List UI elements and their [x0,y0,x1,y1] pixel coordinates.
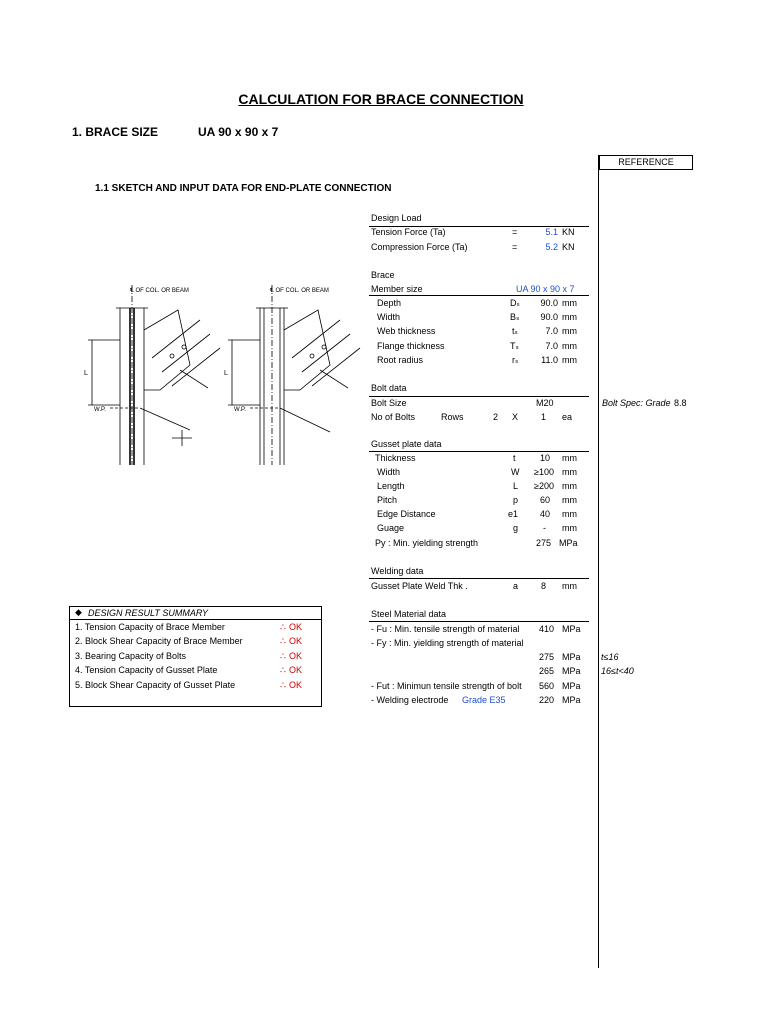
tension-force-label: Tension Force (Ta) [371,227,446,237]
gusset-row-unit: mm [562,453,577,463]
gusset-row-unit: mm [562,481,577,491]
bolt-spec-label: Bolt Spec: Grade [602,398,671,408]
gusset-row-unit: mm [562,467,577,477]
no-of-bolts-label: No of Bolts [371,412,416,422]
brace-size-label: 1. BRACE SIZE [72,125,159,139]
summary-heading: DESIGN RESULT SUMMARY [88,608,209,618]
summary-item-label: 2. Block Shear Capacity of Brace Member [75,636,243,646]
gusset-row-value: - [543,523,546,533]
gusset-row-value: ≥100 [534,467,554,477]
fy1-unit: MPa [562,652,581,662]
member-size-label: Member size [371,284,423,294]
compression-force-value: 5.2 [545,242,558,252]
compression-force-unit: KN [562,242,575,252]
divider [369,451,589,452]
summary-item-label: 4. Tension Capacity of Gusset Plate [75,665,218,675]
bolt-count-unit: ea [562,412,573,422]
therefore-icon: ∴ [280,651,286,661]
brace-row-label: Flange thickness [377,341,445,351]
brace-row-symbol: Tₛ [510,341,519,351]
summary-item-result: OK [289,665,303,675]
bolt-data-heading: Bolt data [371,383,407,393]
welding-heading: Welding data [371,566,424,576]
sketch-col-label-1: ℄ OF COL. OR BEAM [130,288,189,294]
gusset-row-unit: mm [562,509,577,519]
brace-row-unit: mm [562,355,577,365]
gusset-row-value: 40 [539,509,550,519]
bolt-spec-value: 8.8 [674,398,687,408]
therefore-icon: ∴ [280,680,286,690]
diamond-icon: ◆ [75,607,82,617]
rows-value: 2 [493,412,499,422]
gusset-row-label: Guage [377,523,405,533]
brace-row-symbol: tₛ [512,326,518,336]
page-title: CALCULATION FOR BRACE CONNECTION [238,91,524,107]
fy2-reference: 16≤t<40 [601,666,634,676]
fy2-unit: MPa [562,666,581,676]
brace-row-unit: mm [562,298,577,308]
fu-label: - Fu : Min. tensile strength of material [371,624,520,634]
bolt-size-value: M20 [536,398,554,408]
compression-force-label: Compression Force (Ta) [371,242,468,252]
equals: = [512,242,518,252]
summary-item-label: 5. Block Shear Capacity of Gusset Plate [75,680,236,690]
bolt-count: 1 [541,412,547,422]
gusset-row-symbol: W [511,467,520,477]
weld-thk-label: Gusset Plate Weld Thk . [371,581,468,591]
brace-row-label: Width [377,312,401,322]
brace-row-symbol: Dₛ [510,298,520,308]
fut-value: 560 [539,681,555,691]
gusset-py-value: 275 [536,538,552,548]
fu-unit: MPa [562,624,581,634]
times-sign: X [512,412,519,422]
steel-heading: Steel Material data [371,609,447,619]
divider [369,578,589,579]
reference-header: REFERENCE [599,155,693,170]
rows-label: Rows [441,412,464,422]
divider [369,621,589,622]
gusset-row-label: Length [377,481,405,491]
gusset-row-label: Thickness [375,453,416,463]
reference-divider [598,155,599,968]
summary-header-divider [69,619,322,620]
summary-item-label: 1. Tension Capacity of Brace Member [75,622,225,632]
fut-label: - Fut : Minimun tensile strength of bolt [371,681,522,691]
summary-item-result: OK [289,651,303,661]
gusset-row-symbol: e1 [508,509,519,519]
sketch-wp-2: W.P. [234,407,246,413]
brace-row-label: Web thickness [377,326,436,336]
fy1-value: 275 [539,652,555,662]
fy1-reference: t≤16 [601,652,619,662]
tension-force-value: 5.1 [545,227,558,237]
brace-row-unit: mm [562,312,577,322]
sketch-L-1: L [84,370,88,377]
brace-heading: Brace [371,270,395,280]
weld-thk-symbol: a [513,581,519,591]
section-heading-sketch: 1.1 SKETCH AND INPUT DATA FOR END-PLATE CONNECTION [95,183,392,194]
brace-row-unit: mm [562,326,577,336]
fy2-value: 265 [539,666,555,676]
sketch-wp-1: W.P. [94,407,106,413]
sketch-col-label-2: ℄ OF COL. OR BEAM [270,288,329,294]
gusset-plate-1 [144,310,190,390]
brace-row-label: Depth [377,298,402,308]
connection-sketch [80,280,365,470]
weld-electrode-grade: Grade E35 [462,695,506,705]
gusset-row-label: Width [377,467,401,477]
tension-force-unit: KN [562,227,575,237]
fut-unit: MPa [562,681,581,691]
weld-electrode-unit: MPa [562,695,581,705]
gusset-row-symbol: L [513,481,519,491]
summary-item-result: OK [289,680,303,690]
gusset-row-label: Edge Distance [377,509,436,519]
gusset-heading: Gusset plate data [371,439,442,449]
divider [369,295,589,296]
summary-item-result: OK [289,622,303,632]
brace-row-value: 90.0 [540,312,558,322]
gusset-row-value: ≥200 [534,481,554,491]
therefore-icon: ∴ [280,636,286,646]
divider [369,396,589,397]
gusset-row-symbol: g [513,523,519,533]
gusset-row-symbol: p [513,495,519,505]
gusset-row-unit: mm [562,495,577,505]
therefore-icon: ∴ [280,665,286,675]
fu-value: 410 [539,624,555,634]
brace-row-value: 11.0 [541,355,558,365]
therefore-icon: ∴ [280,622,286,632]
bolt-size-label: Bolt Size [371,398,407,408]
summary-item-label: 3. Bearing Capacity of Bolts [75,651,187,661]
brace-row-symbol: Bₛ [510,312,520,322]
gusset-row-symbol: t [513,453,516,463]
gusset-py-unit: MPa [559,538,578,548]
design-load-heading: Design Load [371,213,422,223]
brace-row-unit: mm [562,341,577,351]
gusset-plate-2 [284,310,330,390]
brace-row-value: 7.0 [545,341,558,351]
gusset-row-label: Pitch [377,495,398,505]
weld-electrode-value: 220 [539,695,555,705]
sketch-L-2: L [224,370,228,377]
member-size-value: UA 90 x 90 x 7 [516,284,575,294]
brace-row-symbol: rₛ [512,355,519,365]
brace-size-value: UA 90 x 90 x 7 [198,125,279,139]
equals: = [512,227,518,237]
weld-electrode-label: - Welding electrode [371,695,449,705]
gusset-row-unit: mm [562,523,577,533]
fy-label: - Fy : Min. yielding strength of material [371,638,524,648]
brace-row-value: 7.0 [545,326,558,336]
weld-thk-value: 8 [541,581,547,591]
weld-thk-unit: mm [562,581,577,591]
gusset-py-label: Py : Min. yielding strength [375,538,479,548]
brace-row-label: Root radius [377,355,424,365]
gusset-row-value: 10 [539,453,550,463]
brace-row-value: 90.0 [540,298,558,308]
gusset-row-value: 60 [539,495,550,505]
summary-item-result: OK [289,636,303,646]
